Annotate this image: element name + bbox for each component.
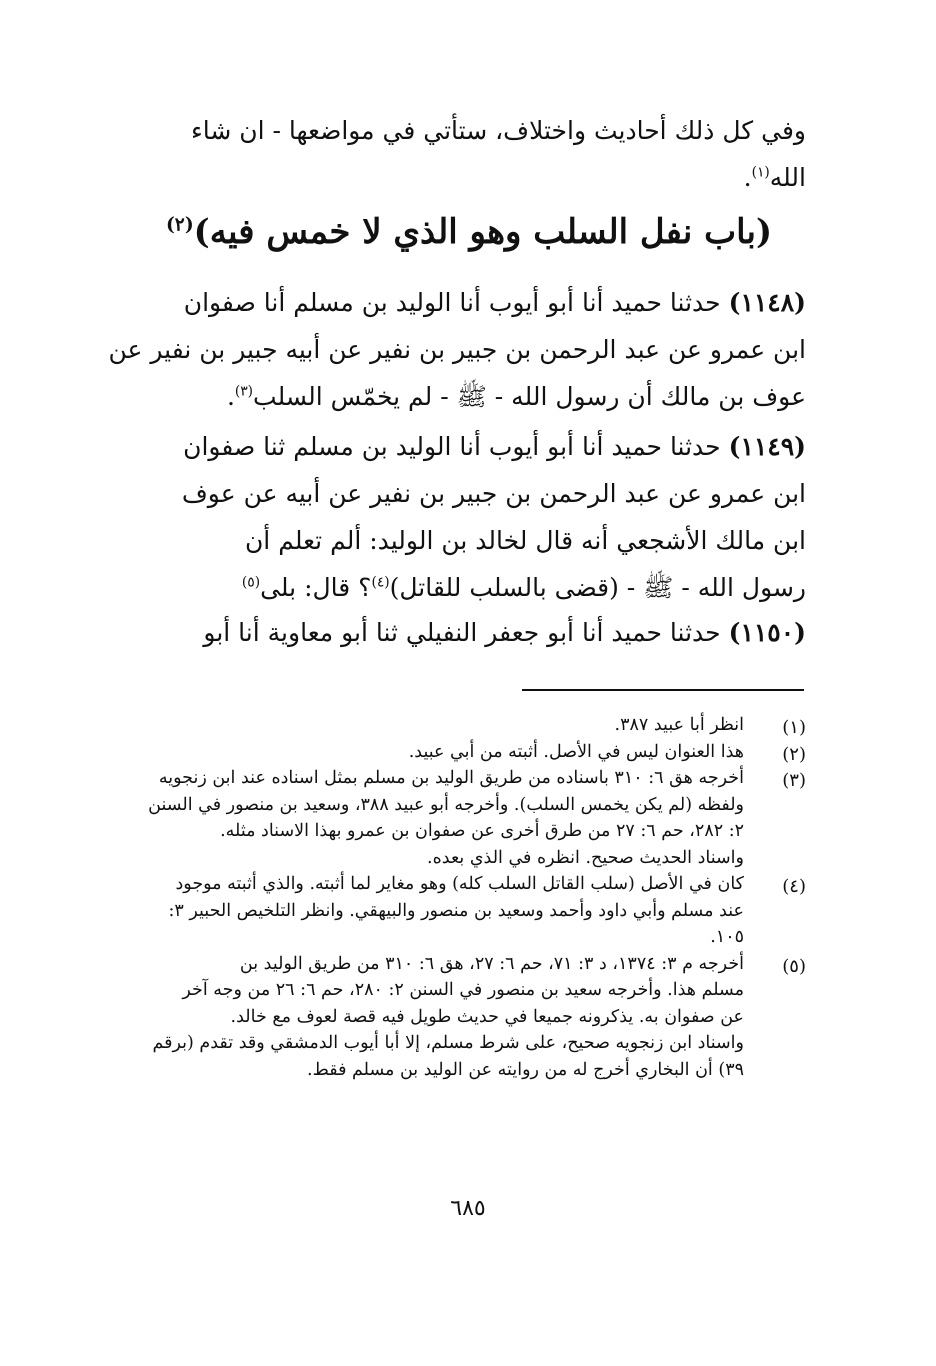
footnote-ref: (٣) [234, 383, 254, 400]
footnote-line: مسلم هذا. وأخرجه سعيد بن منصور في السنن ٢: ٢٨٠، حم ٦: ٢٦ من وجه آخر [182, 980, 744, 1000]
hadith-line: ابن عمرو عن عبد الرحمن بن جبير بن نفير عن أبيه عن عوف [181, 479, 806, 508]
hadith-text: حدثنا حميد أنا أبو أيوب أنا الوليد بن مسلم ثنا صفوان [183, 432, 721, 461]
footnote-line: انظر أبا عبيد ٣٨٧. [614, 715, 744, 735]
footnote-line: ٣٩) أن البخاري أخرج له من روايته عن الوليد بن مسلم فقط. [307, 1059, 744, 1080]
footnote-4 [132, 876, 806, 947]
footnote-2 [132, 741, 806, 765]
hadith-line [132, 384, 806, 409]
intro-line-end: . [743, 163, 752, 192]
footnote-line: ٢: ٢٨٢، حم ٦: ٢٧ من طرق أخرى عن صفوان بن عمرو بهذا الاسناد مثله. [220, 821, 744, 841]
footnote-separator [522, 689, 804, 691]
footnote-number: (٣) [782, 770, 806, 791]
intro-line: وفي كل ذلك أحاديث واختلاف، ستأتي في مواضعها - ان شاء [190, 116, 806, 145]
hadith-number: (١١٤٩) [728, 432, 806, 461]
footnote-number: (١) [782, 717, 806, 738]
hadith-text-end: . [226, 382, 235, 411]
hadith-text-end: ؟ قال: بلى [260, 573, 372, 602]
hadith-line [132, 290, 806, 315]
intro-line-text: الله [769, 163, 806, 192]
footnote-ref: (٥) [241, 574, 261, 591]
footnote-ref: (٢) [165, 213, 194, 236]
hadith-text: رسول الله - ﷺ - (قضى بالسلب للقاتل) [389, 573, 806, 602]
hadith-text: حدثنا حميد أنا أبو أيوب أنا الوليد بن مسلم أنا صفوان [183, 288, 721, 317]
footnote-5 [132, 953, 806, 1080]
footnote-1 [132, 715, 806, 738]
hadith-line [132, 620, 806, 645]
footnotes [132, 717, 806, 1088]
footnote-number: (٤) [782, 876, 806, 897]
chapter-heading-text: (باب نفل السلب وهو الذي لا خمس فيه) [193, 212, 773, 252]
footnote-line: أخرجه هق ٦: ٣١٠ باسناده من طريق الوليد بن مسلم بمثل اسناده عند ابن زنجويه [158, 768, 744, 788]
hadith-line [132, 575, 806, 600]
hadith-line [132, 434, 806, 459]
hadith-number: (١١٤٨) [728, 288, 806, 317]
hadith-1148 [108, 288, 806, 431]
hadith-text: عوف بن مالك أن رسول الله - ﷺ - لم يخمّس السلب [253, 382, 806, 411]
footnote-number: (٥) [782, 955, 806, 977]
hadith-number: (١١٥٠) [728, 618, 806, 647]
hadith-line: ابن مالك الأشجعي أنه قال لخالد بن الوليد: ألم تعلم أن [244, 526, 806, 555]
footnote-ref: (٤) [371, 574, 390, 591]
footnote-line: هذا العنوان ليس في الأصل. أثبته من أبي عبيد. [408, 741, 744, 762]
footnote-3 [132, 770, 806, 867]
hadith-1149 [132, 434, 806, 622]
footnote-ref: (١) [751, 164, 770, 181]
footnote-number: (٢) [782, 743, 806, 765]
chapter-heading [132, 212, 806, 252]
footnote-line: عند مسلم وأبي داود وأحمد وسعيد بن منصور والبيهقي. وانظر التلخيص الحبير ٣: [168, 900, 744, 921]
footnote-line: أخرجه م ٣: ١٣٧٤، د ٣: ٧١، حم ٦: ٢٧، هق ٦: ٣١٠ من طريق الوليد بن [239, 953, 744, 974]
footnote-line: واسناد ابن زنجويه صحيح، على شرط مسلم، إلا أبا أيوب الدمشقي وقد تقدم (برقم [152, 1033, 744, 1053]
footnote-line: واسناد الحديث صحيح. انظره في الذي بعده. [427, 847, 744, 868]
hadith-text: حدثنا حميد أنا أبو جعفر النفيلي ثنا أبو معاوية أنا أبو [203, 618, 721, 647]
footnote-line: عن صفوان به. يذكرونه جميعا في حديث طويل فيه قصة لعوف مع خالد. [230, 1006, 744, 1027]
hadith-line: ابن عمرو عن عبد الرحمن بن جبير بن نفير عن أبيه جبير بن نفير عن [108, 335, 806, 364]
intro-line [132, 165, 806, 190]
hadith-1150 [132, 620, 806, 667]
intro-paragraph [132, 118, 806, 212]
footnote-line: ١٠٥. [710, 927, 744, 947]
page-number: ٦٨٥ [450, 1196, 486, 1221]
footnote-line: ولفظه (لم يكن يخمس السلب). وأخرجه أبو عبيد ٣٨٨، وسعيد بن منصور في السنن [148, 794, 744, 815]
footnote-line: كان في الأصل (سلب القاتل السلب كله) وهو مغاير لما أثبته. والذي أثبته موجود [175, 874, 744, 894]
